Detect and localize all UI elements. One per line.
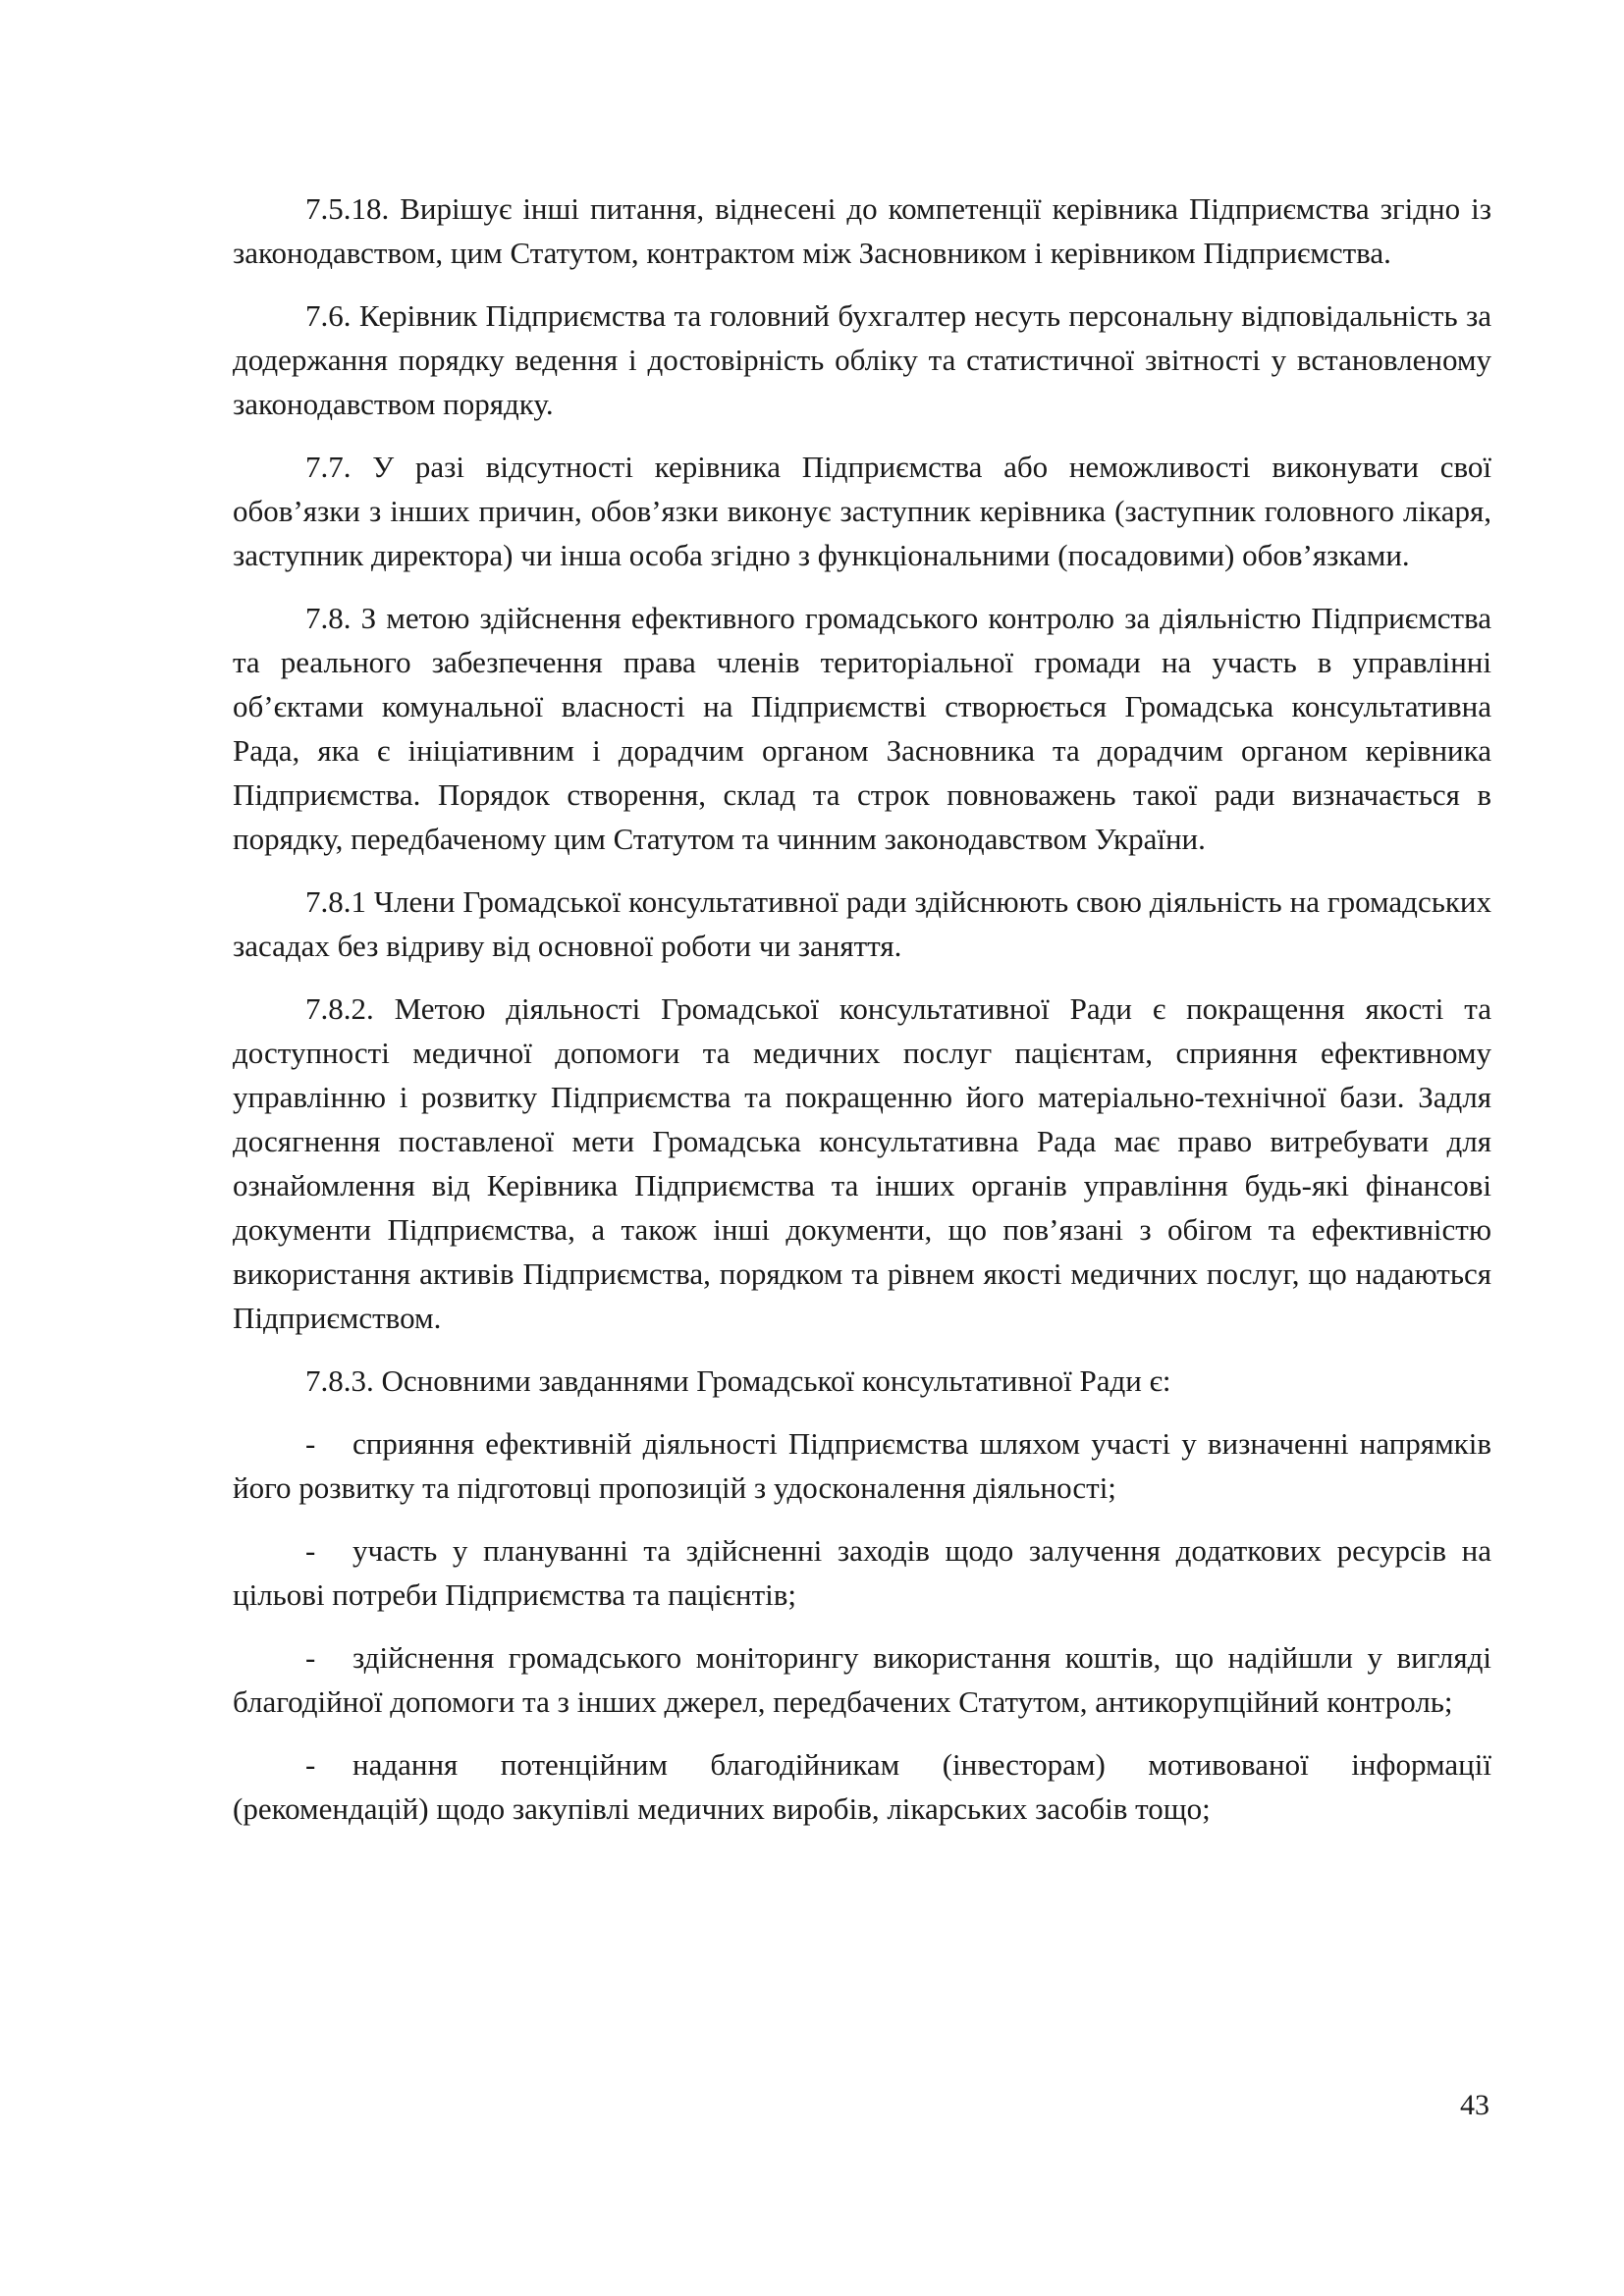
list-item [233,1635,1491,1724]
paragraph-7-5-18: 7.5.18. Вирішує інші питання, віднесені до компетенції керівника Підприємства згідно із законодавством, цим Статутом, контрактом між Засновником і керівником Підприємства. [233,191,1491,270]
page-number: 43 [1460,2089,1489,2121]
paragraph-7-8-3: 7.8.3. Основними завданнями Громадської консультативної Ради є: [305,1363,1171,1398]
list-marker: - [305,1747,316,1782]
list-item [233,1528,1491,1617]
paragraph-7-6: 7.6. Керівник Підприємства та головний бухгалтер несуть персональну відповідальність за додержання порядку ведення і достовірність обліку та статистичної звітності у встановленому законодавством порядку. [233,298,1491,421]
list-item-text: надання потенційним благодійникам (інвесторам) мотивованої інформації (рекомендацій) щодо закупівлі медичних виробів, лікарських засобів тощо; [233,1747,1491,1826]
list-item [233,1742,1491,1831]
paragraph-7-8: 7.8. З метою здійснення ефективного громадського контролю за діяльністю Підприємства та реального забезпечення права членів територіальної громади на участь в управлінні об’єктами комунальної власності на Підприємстві створюється Громадська консультативна Рада, яка є ініціативним і дорадчим органом Засновника та дорадчим органом керівника Підприємства. Порядок створення, склад та строк повноважень такої ради визначається в порядку, передбаченому цим Статутом та чинним законодавством України. [233,601,1491,856]
list-marker: - [305,1533,316,1568]
paragraph-7-8-1: 7.8.1 Члени Громадської консультативної ради здійснюють свою діяльність на громадських засадах без відриву від основної роботи чи заняття. [233,884,1491,963]
list-item [233,1421,1491,1510]
list-marker: - [305,1640,316,1675]
document-body [233,187,1491,1849]
list-marker: - [305,1426,316,1461]
list-item-text: здійснення громадського моніторингу використання коштів, що надійшли у вигляді благодійної допомоги та з інших джерел, передбачених Статутом, антикорупційний контроль; [233,1640,1491,1719]
list-item-text: сприяння ефективній діяльності Підприємства шляхом участі у визначенні напрямків його розвитку та підготовці пропозицій з удосконалення діяльності; [233,1426,1491,1505]
list-item-text: участь у плануванні та здійсненні заходів щодо залучення додаткових ресурсів на цільові потреби Підприємства та пацієнтів; [233,1533,1491,1612]
paragraph-7-7: 7.7. У разі відсутності керівника Підприємства або неможливості виконувати свої обов’язки з інших причин, обов’язки виконує заступник керівника (заступник головного лікаря, заступник директора) чи інша особа згідно з функціональними (посадовими) обов’язками. [233,450,1491,572]
paragraph-7-8-2: 7.8.2. Метою діяльності Громадської консультативної Ради є покращення якості та доступності медичної допомоги та медичних послуг пацієнтам, сприяння ефективному управлінню і розвитку Підприємства та покращенню його матеріально-технічної бази. Задля досягнення поставленої мети Громадська консультативна Рада має право витребувати для ознайомлення від Керівника Підприємства та інших органів управління будь-які фінансові документи Підприємства, а також інші документи, що пов’язані з обігом та ефективністю використання активів Підприємства, порядком та рівнем якості медичних послуг, що надаються Підприємством. [233,991,1491,1335]
